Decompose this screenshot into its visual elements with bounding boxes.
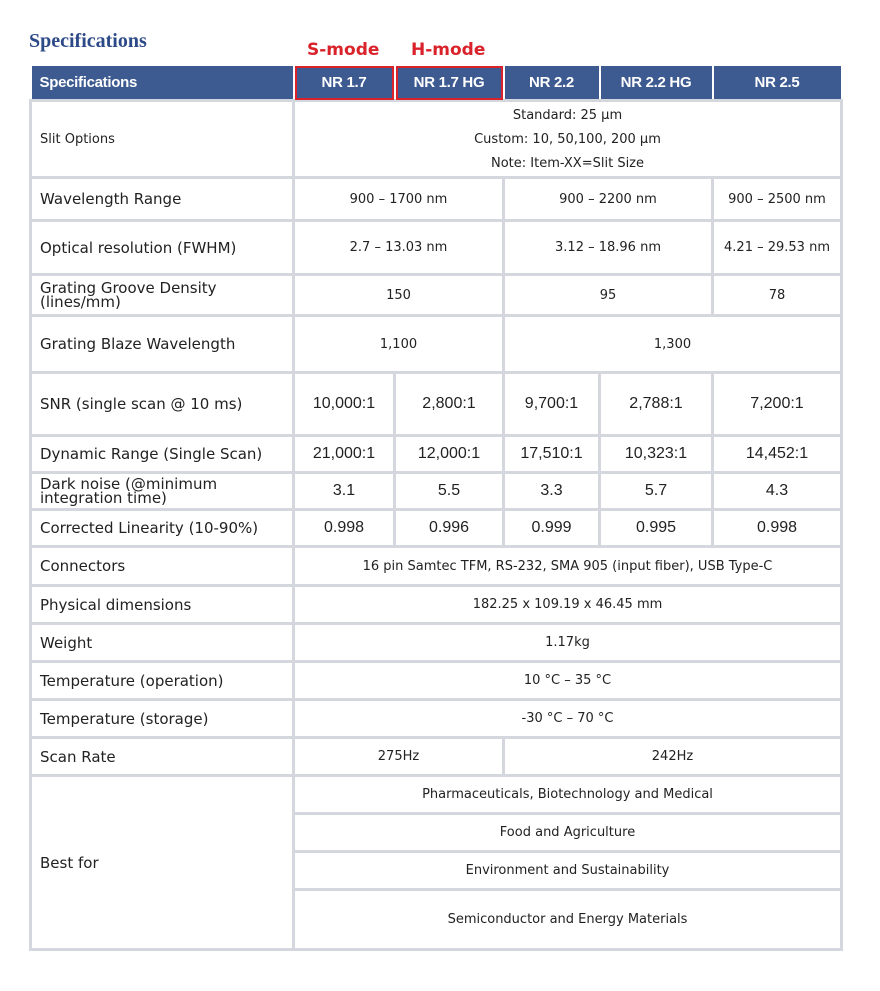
groove-nr22: 95 — [504, 275, 713, 316]
best-for-item: Environment and Sustainability — [294, 852, 842, 890]
table-row — [31, 373, 842, 436]
dynamic-range-value: 14,452:1 — [713, 436, 842, 473]
snr-value: 9,700:1 — [504, 373, 600, 436]
row-label-snr: SNR (single scan @ 10 ms) — [31, 373, 294, 436]
table-row — [31, 436, 842, 473]
row-label-physical-dimensions: Physical dimensions — [31, 586, 294, 624]
table-row — [31, 776, 842, 814]
table-row — [31, 738, 842, 776]
scan-rate-nr22-nr25: 242Hz — [504, 738, 842, 776]
header-nr-2-5: NR 2.5 — [713, 65, 842, 101]
slit-standard: Standard: 25 μm — [512, 107, 623, 123]
slit-note: Note: Item-XX=Slit Size — [490, 155, 645, 171]
row-label-wavelength-range: Wavelength Range — [31, 178, 294, 221]
snr-value: 7,200:1 — [713, 373, 842, 436]
linearity-value: 0.996 — [395, 510, 504, 547]
s-mode-label: S-mode — [307, 40, 380, 60]
linearity-value: 0.998 — [713, 510, 842, 547]
dark-noise-value: 5.7 — [600, 473, 713, 510]
dark-noise-value: 3.3 — [504, 473, 600, 510]
table-row — [31, 275, 842, 316]
blaze-nr22-nr25: 1,300 — [504, 316, 842, 373]
snr-value: 10,000:1 — [294, 373, 395, 436]
groove-nr17: 150 — [294, 275, 504, 316]
wavelength-nr25: 900 – 2500 nm — [713, 178, 842, 221]
table-row — [31, 221, 842, 275]
header-nr-1-7-hg: NR 1.7 HG — [395, 65, 504, 101]
scan-rate-nr17: 275Hz — [294, 738, 504, 776]
table-row — [31, 178, 842, 221]
best-for-item: Food and Agriculture — [294, 814, 842, 852]
connectors-value: 16 pin Samtec TFM, RS-232, SMA 905 (input fiber), USB Type-C — [294, 547, 842, 586]
row-label-dynamic-range: Dynamic Range (Single Scan) — [31, 436, 294, 473]
table-row — [31, 624, 842, 662]
dark-noise-value: 3.1 — [294, 473, 395, 510]
snr-value: 2,788:1 — [600, 373, 713, 436]
header-specifications: Specifications — [31, 65, 294, 101]
row-label-corrected-linearity: Corrected Linearity (10-90%) — [31, 510, 294, 547]
slit-options-value — [294, 101, 842, 178]
dark-noise-value: 5.5 — [395, 473, 504, 510]
header-nr-1-7: NR 1.7 — [294, 65, 395, 101]
header-row — [31, 65, 842, 101]
row-label-dark-noise: Dark noise (@minimum integration time) — [31, 473, 294, 510]
table-row — [31, 586, 842, 624]
table-row — [31, 101, 842, 178]
resolution-nr22: 3.12 – 18.96 nm — [504, 221, 713, 275]
dark-noise-value: 4.3 — [713, 473, 842, 510]
temperature-operation-value: 10 °C – 35 °C — [294, 662, 842, 700]
row-label-best-for: Best for — [31, 776, 294, 950]
row-label-temperature-operation: Temperature (operation) — [31, 662, 294, 700]
h-mode-label: H-mode — [411, 40, 486, 60]
resolution-nr17: 2.7 – 13.03 nm — [294, 221, 504, 275]
table-row — [31, 662, 842, 700]
specifications-table — [29, 64, 843, 951]
weight-value: 1.17kg — [294, 624, 842, 662]
table-row — [31, 316, 842, 373]
row-label-optical-resolution: Optical resolution (FWHM) — [31, 221, 294, 275]
dynamic-range-value: 17,510:1 — [504, 436, 600, 473]
row-label-scan-rate: Scan Rate — [31, 738, 294, 776]
linearity-value: 0.998 — [294, 510, 395, 547]
table-row — [31, 510, 842, 547]
wavelength-nr22: 900 – 2200 nm — [504, 178, 713, 221]
linearity-value: 0.999 — [504, 510, 600, 547]
row-label-weight: Weight — [31, 624, 294, 662]
dynamic-range-value: 21,000:1 — [294, 436, 395, 473]
row-label-connectors: Connectors — [31, 547, 294, 586]
slit-custom: Custom: 10, 50,100, 200 μm — [474, 131, 661, 147]
wavelength-nr17: 900 – 1700 nm — [294, 178, 504, 221]
row-label-grating-blaze-wavelength: Grating Blaze Wavelength — [31, 316, 294, 373]
table-row — [31, 547, 842, 586]
row-label-temperature-storage: Temperature (storage) — [31, 700, 294, 738]
dimensions-value: 182.25 x 109.19 x 46.45 mm — [294, 586, 842, 624]
table-row — [31, 700, 842, 738]
resolution-nr25: 4.21 – 29.53 nm — [713, 221, 842, 275]
groove-nr25: 78 — [713, 275, 842, 316]
page-title: Specifications — [29, 30, 147, 52]
best-for-item: Pharmaceuticals, Biotechnology and Medical — [294, 776, 842, 814]
dynamic-range-value: 12,000:1 — [395, 436, 504, 473]
row-label-grating-groove-density: Grating Groove Density (lines/mm) — [31, 275, 294, 316]
dynamic-range-value: 10,323:1 — [600, 436, 713, 473]
snr-value: 2,800:1 — [395, 373, 504, 436]
linearity-value: 0.995 — [600, 510, 713, 547]
header-nr-2-2-hg: NR 2.2 HG — [600, 65, 713, 101]
blaze-nr17: 1,100 — [294, 316, 504, 373]
best-for-item: Semiconductor and Energy Materials — [294, 890, 842, 950]
header-nr-2-2: NR 2.2 — [504, 65, 600, 101]
row-label-slit-options: Slit Options — [31, 101, 294, 178]
temperature-storage-value: -30 °C – 70 °C — [294, 700, 842, 738]
table-row — [31, 473, 842, 510]
